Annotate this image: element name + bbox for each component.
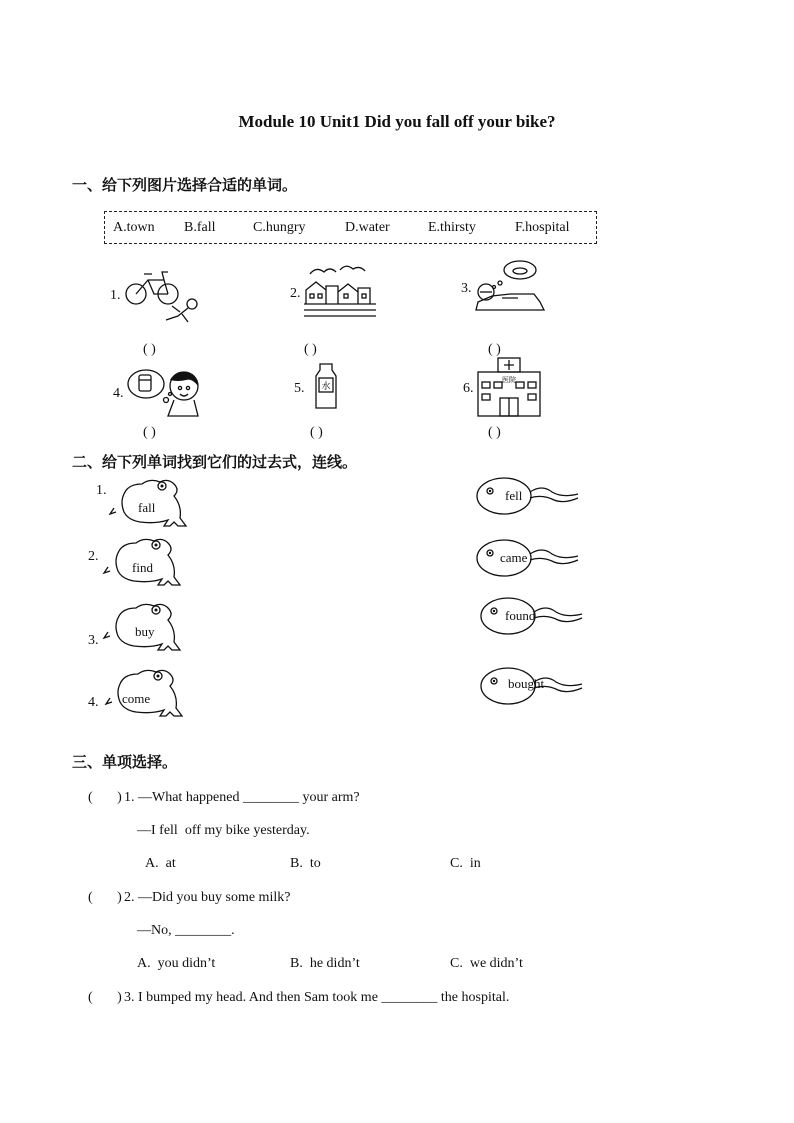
picture-answer-5[interactable]: ( ) [310,425,323,440]
section3-heading: 三、单项选择。 [72,753,178,771]
option-f: F.hospital [515,220,570,235]
tadpole-word-came: came [500,550,528,565]
picture-number-2: 2. [290,286,301,301]
picture-number-3: 3. [461,281,472,296]
option-a: A.town [113,220,155,235]
tadpole-word-found: found [505,608,536,623]
picture-number-4: 4. [113,386,124,401]
question-1-dialog-line: —I fell off my bike yesterday. [137,823,310,838]
tadpole-icon [474,536,586,586]
bottle-label: 水 [321,382,331,392]
bicycle-fall-icon [122,266,202,326]
question-2-stem: 2. —Did you buy some milk? [124,890,291,905]
question-1-choice-c[interactable]: C. in [450,856,481,871]
question-1-choice-a[interactable]: A. at [145,856,176,871]
thirsty-boy-icon [124,366,202,420]
tadpole-word-bought: bought [508,676,545,691]
picture-number-1: 1. [110,288,121,303]
question-2-choice-c[interactable]: C. we didn’t [450,956,523,971]
question-1-choice-b[interactable]: B. to [290,856,321,871]
picture-answer-3[interactable]: ( ) [488,342,501,357]
question-1-stem: 1. —What happened ________ your arm? [124,790,360,805]
question-2-dialog-line: —No, ________. [137,923,235,938]
hungry-person-icon [472,258,550,318]
hospital-label: 医院 [502,376,516,384]
question-1-answer-paren[interactable]: ( ) [88,790,122,805]
frog-number-2: 2. [88,549,99,564]
section1-heading: 一、给下列图片选择合适的单词。 [72,176,298,194]
question-2-answer-paren[interactable]: ( ) [88,890,122,905]
frog-word-find: find [132,560,153,575]
tadpole-word-fell: fell [505,488,523,503]
frog-word-come: come [122,691,151,706]
question-3-stem: 3. I bumped my head. And then Sam took me ________ the hospital. [124,990,510,1005]
tadpole-icon [474,474,586,524]
frog-word-fall: fall [138,500,156,515]
question-3-answer-paren[interactable]: ( ) [88,990,122,1005]
picture-answer-6[interactable]: ( ) [488,425,501,440]
picture-answer-4[interactable]: ( ) [143,425,156,440]
frog-word-buy: buy [135,624,155,639]
frog-number-1: 1. [96,483,107,498]
picture-number-6: 6. [463,381,474,396]
section2-heading: 二、给下列单词找到它们的过去式，连线。 [72,453,358,471]
picture-number-5: 5. [294,381,305,396]
option-e: E.thirsty [428,220,476,235]
option-d: D.water [345,220,390,235]
option-c: C.hungry [253,220,306,235]
question-2-choice-b[interactable]: B. he didn’t [290,956,360,971]
picture-answer-1[interactable]: ( ) [143,342,156,357]
water-bottle-icon [312,362,340,412]
frog-number-4: 4. [88,695,99,710]
frog-number-3: 3. [88,633,99,648]
hospital-icon [476,356,542,418]
town-icon [304,264,378,320]
picture-answer-2[interactable]: ( ) [304,342,317,357]
option-b: B.fall [184,220,216,235]
question-2-choice-a[interactable]: A. you didn’t [137,956,216,971]
page-title: Module 10 Unit1 Did you fall off your bike? [238,112,556,131]
